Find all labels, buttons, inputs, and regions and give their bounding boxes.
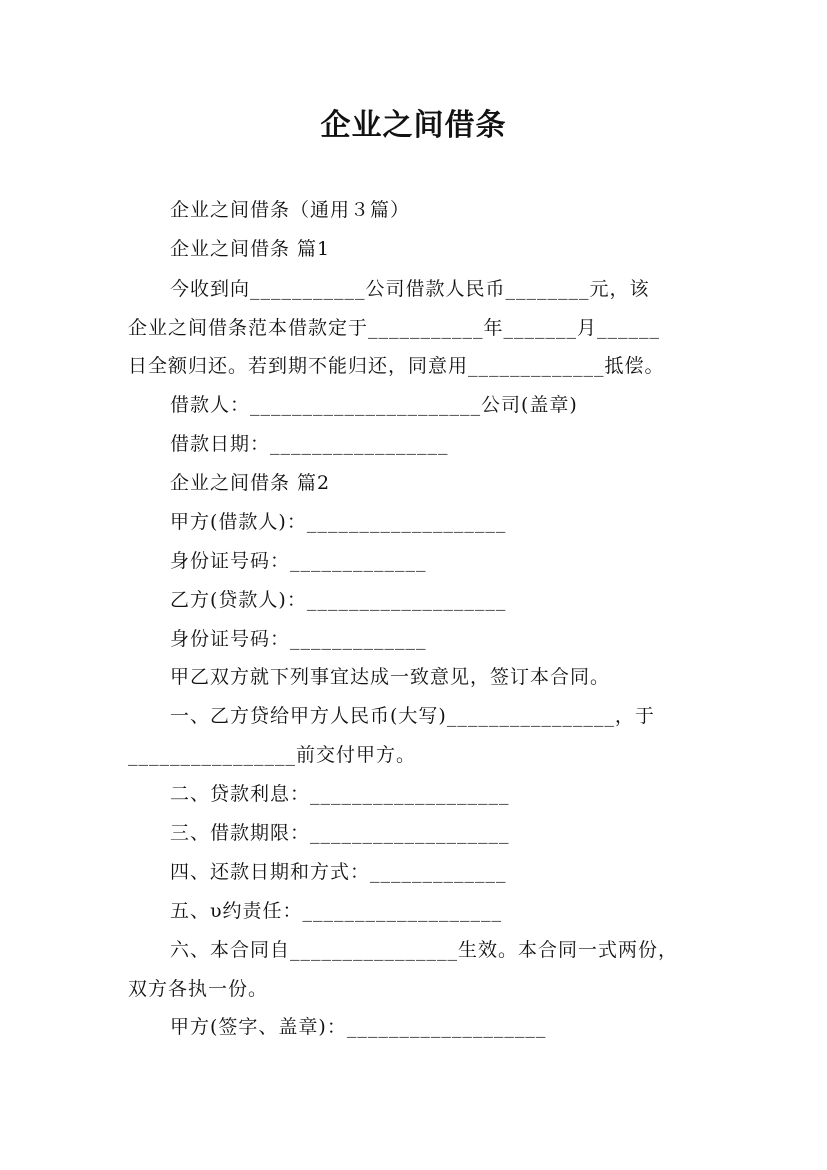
text-line-clause-6: 六、本合同自________________生效。本合同一式两份， <box>170 939 679 961</box>
text-line-subtitle: 企业之间借条（通用３篇） <box>170 199 411 221</box>
text-line-clause-1-cont: ________________前交付甲方。 <box>128 744 417 766</box>
text-line-receipt-intro: 今收到向___________公司借款人民币________元，该 <box>170 278 650 300</box>
text-line-borrower: 借款人：______________________公司(盖章) <box>170 394 578 416</box>
text-line-section-1-heading: 企业之间借条 篇1 <box>170 238 331 260</box>
text-line-party-a-signature: 甲方(签字、盖章)：___________________ <box>170 1016 547 1038</box>
text-line-party-a-id: 身份证号码：_____________ <box>170 550 427 572</box>
document-title: 企业之间借条 <box>320 108 507 143</box>
text-line-repayment-date: 企业之间借条范本借款定于___________年_______月______ <box>128 317 661 339</box>
text-line-clause-6-cont: 双方各执一份。 <box>128 978 269 1000</box>
text-line-clause-2: 二、贷款利息：___________________ <box>170 783 510 805</box>
text-line-repayment-clause: 日全额归还。若到期不能归还，同意用_____________抵偿。 <box>128 355 665 377</box>
text-line-clause-4: 四、还款日期和方式：_____________ <box>170 861 507 883</box>
text-line-agreement-intro: 甲乙双方就下列事宜达成一致意见，签订本合同。 <box>170 666 611 688</box>
text-line-party-a: 甲方(借款人)：___________________ <box>170 511 507 533</box>
text-line-clause-1: 一、乙方贷给甲方人民币(大写)________________，于 <box>170 705 655 727</box>
text-line-party-b: 乙方(贷款人)：___________________ <box>170 589 507 611</box>
text-line-clause-5: 五、υ约责任：___________________ <box>170 900 503 922</box>
text-line-clause-3: 三、借款期限：___________________ <box>170 822 510 844</box>
text-line-borrow-date: 借款日期：_________________ <box>170 433 449 455</box>
text-line-section-2-heading: 企业之间借条 篇2 <box>170 472 331 494</box>
text-line-party-b-id: 身份证号码：_____________ <box>170 628 427 650</box>
